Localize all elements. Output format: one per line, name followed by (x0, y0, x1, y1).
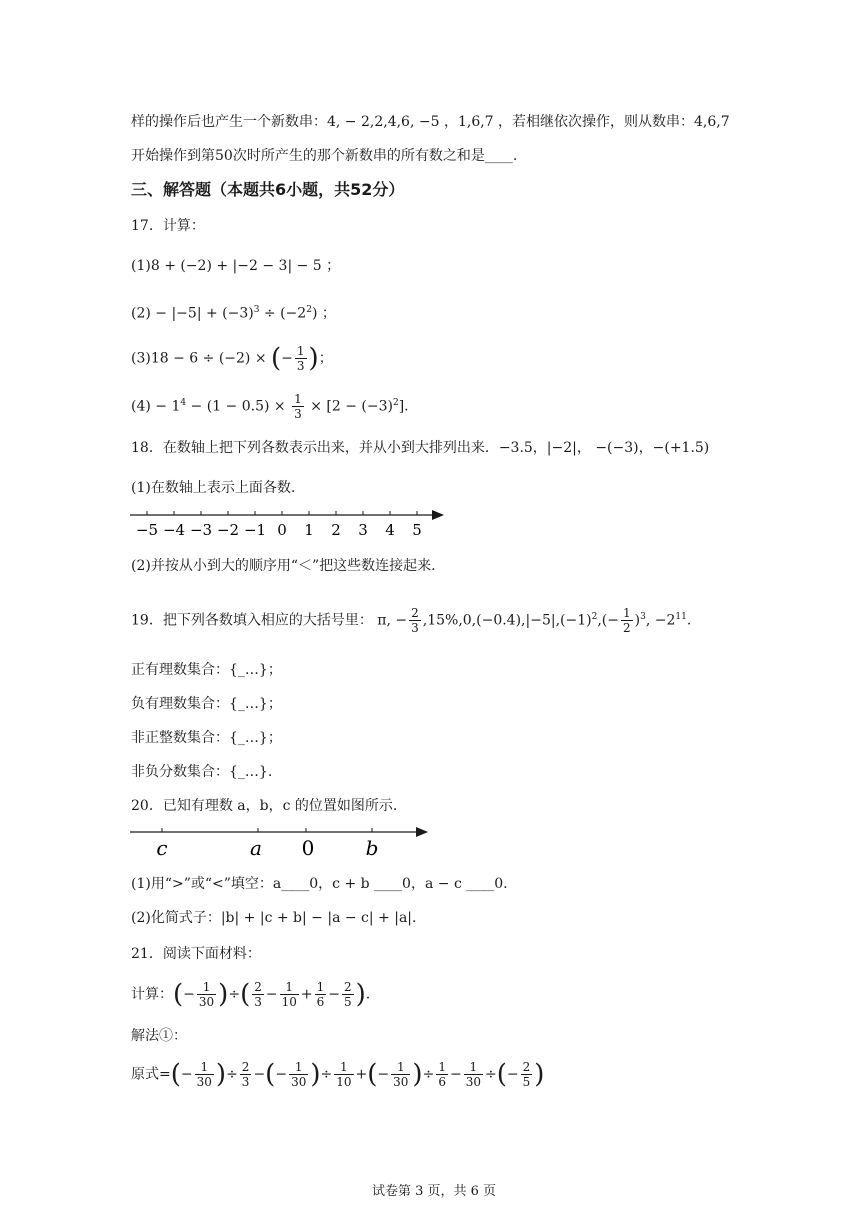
label-a: a (250, 836, 262, 860)
q19-title: 19．把下列各数填入相应的大括号里： π, − $\frac{2}{3}$ $,15\%,0,(-0.4),|-5|,(-1)^2,(-$ $\frac{1}{2}$ )$^3$, $-2^{11}$. (131, 606, 692, 635)
number-line-2 (128, 822, 438, 862)
q17-p4-b: − (1 − 0.5) × (186, 398, 291, 415)
q17-p4-a: (4) − 1 (131, 398, 181, 415)
q17-p3-a: (3)18 − 6 ÷ (−2) × (131, 350, 272, 367)
q17-part-3: (3)18 − 6 ÷ (−2) × (− $\frac{1}{3}$ )； (131, 343, 333, 374)
q18-part-1: (1)在数轴上表示上面各数. (131, 480, 296, 496)
number-line-tick-label: 5 (412, 521, 422, 539)
number-line-tick-label: 0 (277, 521, 287, 539)
q21-title: 21．阅读下面材料： (131, 946, 261, 962)
q20-title: 20．已知有理数 a，b，c 的位置如图所示. (131, 798, 398, 814)
q17-part-4 (131, 392, 409, 421)
q19-set-negative-rational: 负有理数集合：{_…}； (131, 696, 282, 712)
q21-method: 解法①： (131, 1028, 187, 1044)
label-c: c (156, 836, 168, 860)
number-line-tick-label: −3 (189, 521, 213, 539)
page-footer: 试卷第 3 页，共 6 页 (371, 1184, 497, 1199)
q17-p2-a: (2) − |−5| + (−3) (131, 305, 254, 322)
q17-p4-c: × [2 − (−3) (305, 398, 393, 415)
q20-part-1: (1)用“>”或“<”填空：a____0，c + b ____0，a − c ____0. (131, 876, 508, 892)
q17-p2-exp: 3 (253, 305, 260, 315)
q17-p2-exp2: 2 (306, 305, 312, 315)
number-line-1 (128, 505, 448, 543)
number-line-tick-label: 4 (385, 521, 395, 539)
q19-set-nonpositive-integer: 非正整数集合：{_…}； (131, 730, 282, 746)
q18-part-2: (2)并按从小到大的顺序用“＜”把这些数连接起来. (131, 558, 436, 574)
q17-p2-b: ÷ (−2 (259, 305, 307, 322)
q17-p4-exp: 4 (180, 397, 187, 408)
q21-calc: 计算：(− $\frac{1}{30}$ )÷( $\frac{2}{3}$ − $\frac{1}{10}$ + $\frac{1}{6}$ − $\frac{2}{5}$ ). (131, 979, 371, 1010)
q17-p4-d: ]. (398, 398, 409, 415)
number-line-tick-label: −5 (135, 521, 159, 539)
q17-p3-fraction: $\frac{1}{3}$ (296, 344, 305, 373)
section-title: 三、解答题（本题共6小题，共52分） (131, 180, 405, 199)
intro-line-2: 开始操作到第50次时所产生的那个新数串的所有数之和是____. (131, 148, 518, 164)
number-line-tick-label: −4 (162, 521, 186, 539)
number-line-tick-label: 3 (358, 521, 368, 539)
number-line-tick-label: −2 (216, 521, 240, 539)
q19-fraction-1-2: $\frac{1}{2}$ (622, 606, 631, 635)
q17-p2-c: ) ； (311, 305, 336, 322)
q19-set-positive-rational: 正有理数集合：{_…}； (131, 662, 282, 678)
q17-p4-exp2: 2 (392, 397, 399, 408)
q17-p4-fraction: $\frac{1}{3}$ (294, 392, 302, 421)
q21-original-expression: 原式=(− $\frac{1}{30}$ )÷ $\frac{2}{3}$ −(− $\frac{1}{30}$ )÷ $\frac{1}{10}$ +(− $\frac{1}{30}$ )÷ $\frac{1}{6}$ − $\frac{1}{30}$ ÷(− $\frac{2}{5}$ ) (131, 1059, 545, 1090)
q19-fraction-2-3: $\frac{2}{3}$ (411, 606, 419, 635)
number-line-tick-label: 2 (331, 521, 341, 539)
number-line-tick-label: 1 (304, 521, 314, 539)
label-b: b (365, 836, 379, 860)
q17-part-2 (131, 300, 336, 324)
number-line-tick-label: −1 (243, 521, 267, 539)
q17-title: 17．计算： (131, 218, 205, 234)
intro-line-1: 样的操作后也产生一个新数串：4, − 2,2,4,6, −5 ，1,6,7 ，若相继依次操作，则从数串：4,6,7 (131, 114, 730, 130)
q19-set-nonnegative-fraction: 非负分数集合：{_…}. (131, 764, 273, 780)
q20-part-2: (2)化简式子：|b| + |c + b| − |a − c| + |a|. (131, 910, 417, 926)
q17-p3-b: ； (318, 350, 333, 367)
q17-part-1: (1)8 + (−2) + |−2 − 3| − 5 ； (131, 258, 341, 274)
label-zero: 0 (301, 836, 315, 860)
q18-title: 18．在数轴上把下列各数表示出来，并从小到大排列出来．−3.5，|−2|， −(−3)，−(+1.5) (131, 440, 710, 456)
